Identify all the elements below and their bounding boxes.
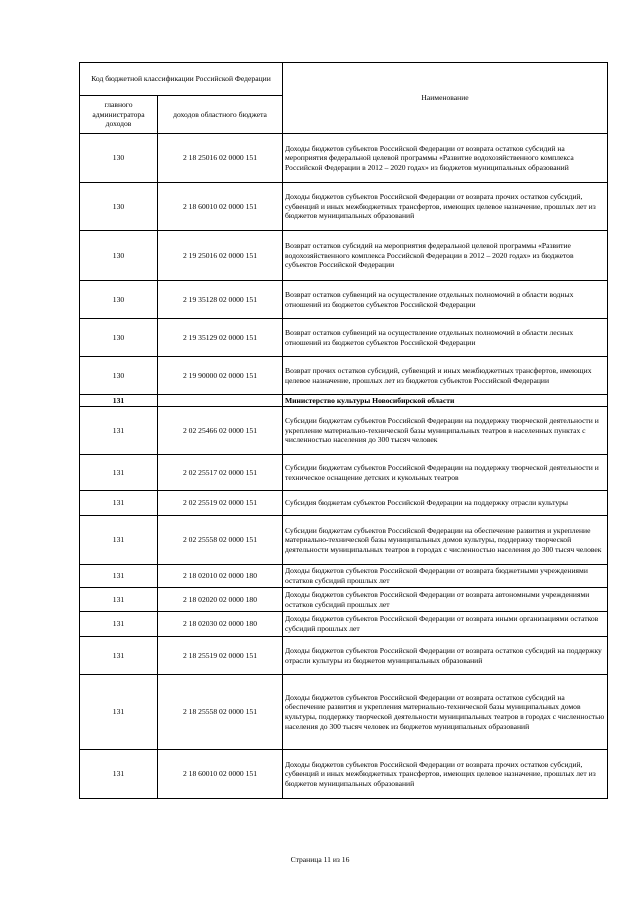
description-cell: Субсидии бюджетам субъектов Российской Федерации на поддержку творческой деятельности и укрепление материально-технической базы муниципальных театров в населенных пунктах с численностью населения до 300 тысяч человек bbox=[283, 407, 608, 455]
table-row bbox=[80, 395, 608, 407]
description-cell: Возврат прочих остатков субсидий, субвенций и иных межбюджетных трансфертов, имеющих целевое назначение, прошлых лет из бюджетов субъектов Российской Федерации bbox=[283, 357, 608, 395]
description-cell: Возврат остатков субвенций на осуществление отдельных полномочий в области лесных отношений из бюджетов субъектов Российской Федерации bbox=[283, 319, 608, 357]
budget-code-cell: 2 18 25558 02 0000 151 bbox=[158, 675, 283, 750]
budget-code-cell: 2 18 02020 02 0000 180 bbox=[158, 588, 283, 612]
table-row bbox=[80, 407, 608, 455]
admin-code-cell: 131 bbox=[80, 516, 158, 565]
budget-code-cell: 2 18 60010 02 0000 151 bbox=[158, 750, 283, 799]
header-admin-column: главного администратора доходов bbox=[80, 96, 158, 134]
description-cell: Субсидия бюджетам субъектов Российской Федерации на поддержку отрасли культуры bbox=[283, 491, 608, 516]
table-row bbox=[80, 637, 608, 675]
table-body bbox=[80, 134, 608, 799]
description-cell: Возврат остатков субсидий на мероприятия федеральной целевой программы «Развитие водохозяйственного комплекса Российской Федерации в 2012 – 2020 годах» из бюджетов субъектов Российской Федерации bbox=[283, 231, 608, 281]
description-cell: Субсидии бюджетам субъектов Российской Федерации на поддержку творческой деятельности и техническое оснащение детских и кукольных театров bbox=[283, 455, 608, 491]
header-name-column: Наименование bbox=[283, 63, 608, 134]
admin-code-cell: 130 bbox=[80, 281, 158, 319]
description-cell: Доходы бюджетов субъектов Российской Федерации от возврата остатков субсидий на мероприятия федеральной целевой программы «Развитие водохозяйственного комплекса Российской Федерации в 2012 – 2020 годах» из бюджетов муниципальных образований bbox=[283, 134, 608, 183]
table-row bbox=[80, 134, 608, 183]
table-row bbox=[80, 319, 608, 357]
budget-code-cell: 2 02 25466 02 0000 151 bbox=[158, 407, 283, 455]
admin-code-cell: 131 bbox=[80, 395, 158, 407]
admin-code-cell: 131 bbox=[80, 565, 158, 588]
budget-code-cell: 2 18 25519 02 0000 151 bbox=[158, 637, 283, 675]
header-group-title: Код бюджетной классификации Российской Федерации bbox=[80, 63, 283, 96]
description-cell: Доходы бюджетов субъектов Российской Федерации от возврата автономными учреждениями остатков субсидий прошлых лет bbox=[283, 588, 608, 612]
admin-code-cell: 131 bbox=[80, 637, 158, 675]
description-cell: Доходы бюджетов субъектов Российской Федерации от возврата остатков субсидий на обеспечение развития и укрепления материально-технической базы муниципальных домов культуры, поддержку творческой деятельности муниципальных театров в городах с численностью населения до 300 тысяч человек из бюджетов муниципальных образований bbox=[283, 675, 608, 750]
admin-code-cell: 131 bbox=[80, 750, 158, 799]
page-number: Страница 11 из 16 bbox=[290, 855, 350, 864]
admin-code-cell: 131 bbox=[80, 588, 158, 612]
budget-code-cell: 2 19 35129 02 0000 151 bbox=[158, 319, 283, 357]
table-row bbox=[80, 750, 608, 799]
table-row bbox=[80, 357, 608, 395]
admin-code-cell: 130 bbox=[80, 319, 158, 357]
table-row bbox=[80, 612, 608, 637]
budget-code-cell: 2 02 25517 02 0000 151 bbox=[158, 455, 283, 491]
table-row bbox=[80, 516, 608, 565]
admin-code-cell: 131 bbox=[80, 491, 158, 516]
description-cell: Субсидии бюджетам субъектов Российской Федерации на обеспечение развития и укрепление материально-технической базы муниципальных домов культуры, поддержку творческой деятельности муниципальных театров в городах с численностью населения до 300 тысяч человек bbox=[283, 516, 608, 565]
budget-code-cell bbox=[158, 395, 283, 407]
admin-code-cell: 130 bbox=[80, 134, 158, 183]
header-code-column: доходов областного бюджета bbox=[158, 96, 283, 134]
table-row bbox=[80, 281, 608, 319]
budget-code-cell: 2 18 25016 02 0000 151 bbox=[158, 134, 283, 183]
admin-code-cell: 131 bbox=[80, 675, 158, 750]
description-cell: Доходы бюджетов субъектов Российской Федерации от возврата прочих остатков субсидий, субвенций и иных межбюджетных трансфертов, имеющих целевое назначение, прошлых лет из бюджетов муниципальных образований bbox=[283, 750, 608, 799]
budget-code-cell: 2 02 25558 02 0000 151 bbox=[158, 516, 283, 565]
admin-code-cell: 131 bbox=[80, 407, 158, 455]
budget-classification-table bbox=[79, 62, 608, 799]
budget-code-cell: 2 19 35128 02 0000 151 bbox=[158, 281, 283, 319]
table-row bbox=[80, 231, 608, 281]
budget-code-cell: 2 19 25016 02 0000 151 bbox=[158, 231, 283, 281]
budget-code-cell: 2 18 02010 02 0000 180 bbox=[158, 565, 283, 588]
table-row bbox=[80, 675, 608, 750]
budget-code-cell: 2 18 02030 02 0000 180 bbox=[158, 612, 283, 637]
budget-code-cell: 2 02 25519 02 0000 151 bbox=[158, 491, 283, 516]
description-cell: Доходы бюджетов субъектов Российской Федерации от возврата иными организациями остатков субсидий прошлых лет bbox=[283, 612, 608, 637]
table-row bbox=[80, 588, 608, 612]
admin-code-cell: 131 bbox=[80, 455, 158, 491]
description-cell: Министерство культуры Новосибирской области bbox=[283, 395, 608, 407]
admin-code-cell: 130 bbox=[80, 183, 158, 231]
table-row bbox=[80, 565, 608, 588]
table-row bbox=[80, 183, 608, 231]
admin-code-cell: 130 bbox=[80, 231, 158, 281]
admin-code-cell: 131 bbox=[80, 612, 158, 637]
description-cell: Доходы бюджетов субъектов Российской Федерации от возврата прочих остатков субсидий, субвенций и иных межбюджетных трансфертов, имеющих целевое назначение, прошлых лет из бюджетов муниципальных образований bbox=[283, 183, 608, 231]
budget-code-cell: 2 18 60010 02 0000 151 bbox=[158, 183, 283, 231]
admin-code-cell: 130 bbox=[80, 357, 158, 395]
table-row bbox=[80, 491, 608, 516]
table-row bbox=[80, 455, 608, 491]
budget-code-cell: 2 19 90000 02 0000 151 bbox=[158, 357, 283, 395]
description-cell: Доходы бюджетов субъектов Российской Федерации от возврата остатков субсидий на поддержку отрасли культуры из бюджетов муниципальных образований bbox=[283, 637, 608, 675]
description-cell: Возврат остатков субвенций на осуществление отдельных полномочий в области водных отношений из бюджетов субъектов Российской Федерации bbox=[283, 281, 608, 319]
description-cell: Доходы бюджетов субъектов Российской Федерации от возврата бюджетными учреждениями остатков субсидий прошлых лет bbox=[283, 565, 608, 588]
